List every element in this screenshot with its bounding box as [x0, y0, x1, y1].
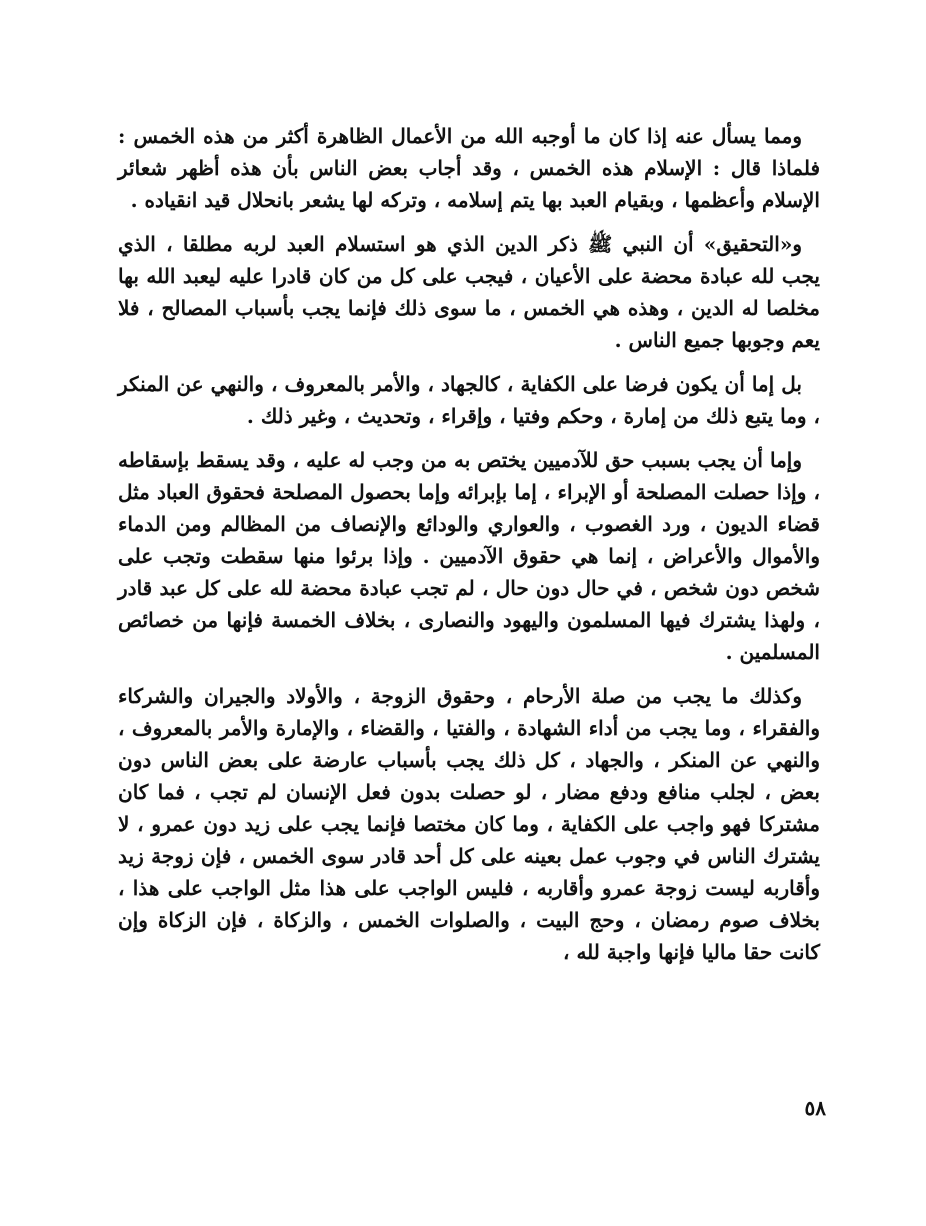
paragraph-2: و«التحقيق» أن النبي ﷺ ذكر الدين الذي هو استسلام العبد لربه مطلقا ، الذي يجب لله عبادة محضة على الأعيان ، فيجب على كل من كان قادرا عليه ليعبد الله بها مخلصا له الدين ، وهذه هي الخمس ، ما سوى ذلك فإنما يجب بأسباب المصالح ، فلا يعم وجوبها جميع الناس .	[118, 232, 820, 352]
paragraph-1: ومما يسأل عنه إذا كان ما أوجبه الله من الأعمال الظاهرة أكثر من هذه الخمس : فلماذا قال : الإسلام هذه الخمس ، وقد أجاب بعض الناس بأن هذه أظهر شعائر الإسلام وأعظمها ، وبقيام العبد بها يتم إسلامه ، وتركه لها يشعر بانحلال قيد انقياده .	[118, 124, 820, 212]
paragraph-5: وكذلك ما يجب من صلة الأرحام ، وحقوق الزوجة ، والأولاد والجيران والشركاء والفقراء ، وما يجب من أداء الشهادة ، والفتيا ، والقضاء ، والإمارة والأمر بالمعروف ، والنهي عن المنكر ، والجهاد ، كل ذلك يجب بأسباب عارضة على بعض الناس دون بعض ، لجلب منافع ودفع مضار ، لو حصلت بدون فعل الإنسان لم تجب ، فما كان مشتركا فهو واجب على الكفاية ، وما كان مختصا فإنما يجب على زيد دون عمرو ، لا يشترك الناس في وجوب عمل بعينه على كل أحد قادر سوى الخمس ، فإن زوجة زيد وأقاربه ليست زوجة عمرو وأقاربه ، فليس الواجب على هذا مثل الواجب على هذا ، بخلاف صوم رمضان ، وحج البيت ، والصلوات الخمس ، والزكاة ، فإن الزكاة وإن كانت حقا ماليا فإنها واجبة لله ،	[118, 684, 820, 964]
paragraph-3: بل إما أن يكون فرضا على الكفاية ، كالجهاد ، والأمر بالمعروف ، والنهي عن المنكر ، وما يتبع ذلك من إمارة ، وحكم وفتيا ، وإقراء ، وتحديث ، وغير ذلك .	[118, 372, 820, 428]
main-text-block	[118, 120, 820, 980]
paragraph-4: وإما أن يجب بسبب حق للآدميين يختص به من وجب له عليه ، وقد يسقط بإسقاطه ، وإذا حصلت المصلحة أو الإبراء ، إما بإبرائه وإما بحصول المصلحة فحقوق العباد مثل قضاء الديون ، ورد الغصوب ، والعواري والودائع والإنصاف من المظالم ومن الدماء والأموال والأعراض ، إنما هي حقوق الآدميين . وإذا برئوا منها سقطت وتجب على شخص دون شخص ، في حال دون حال ، لم تجب عبادة محضة لله على كل عبد قادر ، ولهذا يشترك فيها المسلمون واليهود والنصارى ، بخلاف الخمسة فإنها من خصائص المسلمين .	[118, 448, 820, 664]
page-number: ٥٨	[804, 1096, 826, 1120]
